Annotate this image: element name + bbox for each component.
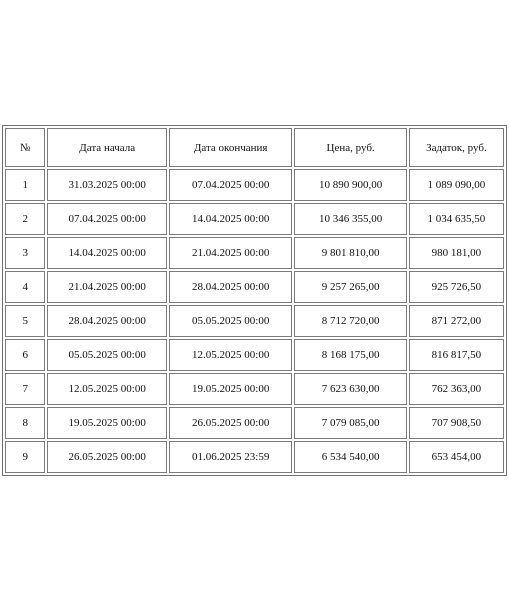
table-row [5,441,504,473]
cell-price: 8 712 720,00 [294,305,406,337]
price-schedule-container [2,125,507,476]
table-row [5,237,504,269]
cell-number: 9 [5,441,45,473]
cell-start-date: 07.04.2025 00:00 [47,203,166,235]
cell-price: 10 346 355,00 [294,203,406,235]
table-row [5,339,504,371]
cell-deposit: 1 034 635,50 [409,203,504,235]
cell-deposit: 653 454,00 [409,441,504,473]
table-row [5,169,504,201]
cell-end-date: 07.04.2025 00:00 [169,169,293,201]
cell-start-date: 26.05.2025 00:00 [47,441,166,473]
cell-number: 4 [5,271,45,303]
cell-start-date: 31.03.2025 00:00 [47,169,166,201]
cell-price: 6 534 540,00 [294,441,406,473]
cell-number: 5 [5,305,45,337]
cell-number: 6 [5,339,45,371]
cell-deposit: 816 817,50 [409,339,504,371]
cell-deposit: 707 908,50 [409,407,504,439]
cell-number: 3 [5,237,45,269]
cell-deposit: 762 363,00 [409,373,504,405]
cell-deposit: 925 726,50 [409,271,504,303]
cell-end-date: 26.05.2025 00:00 [169,407,293,439]
table-row [5,203,504,235]
cell-end-date: 01.06.2025 23:59 [169,441,293,473]
cell-end-date: 05.05.2025 00:00 [169,305,293,337]
cell-end-date: 19.05.2025 00:00 [169,373,293,405]
cell-number: 1 [5,169,45,201]
cell-deposit: 871 272,00 [409,305,504,337]
price-schedule-table [2,125,507,476]
table-body [5,169,504,473]
cell-price: 9 801 810,00 [294,237,406,269]
cell-start-date: 05.05.2025 00:00 [47,339,166,371]
header-end-date: Дата окончания [169,128,293,167]
cell-deposit: 980 181,00 [409,237,504,269]
table-row [5,271,504,303]
cell-price: 10 890 900,00 [294,169,406,201]
header-number: № [5,128,45,167]
cell-number: 2 [5,203,45,235]
header-row [5,128,504,167]
cell-end-date: 12.05.2025 00:00 [169,339,293,371]
cell-price: 8 168 175,00 [294,339,406,371]
cell-start-date: 28.04.2025 00:00 [47,305,166,337]
cell-start-date: 21.04.2025 00:00 [47,271,166,303]
cell-price: 7 623 630,00 [294,373,406,405]
cell-end-date: 21.04.2025 00:00 [169,237,293,269]
table-row [5,305,504,337]
header-start-date: Дата начала [47,128,166,167]
table-row [5,407,504,439]
cell-start-date: 14.04.2025 00:00 [47,237,166,269]
header-price: Цена, руб. [294,128,406,167]
cell-number: 7 [5,373,45,405]
table-header [5,128,504,167]
header-deposit: Задаток, руб. [409,128,504,167]
cell-deposit: 1 089 090,00 [409,169,504,201]
cell-price: 9 257 265,00 [294,271,406,303]
cell-number: 8 [5,407,45,439]
cell-start-date: 12.05.2025 00:00 [47,373,166,405]
cell-price: 7 079 085,00 [294,407,406,439]
cell-end-date: 28.04.2025 00:00 [169,271,293,303]
cell-end-date: 14.04.2025 00:00 [169,203,293,235]
cell-start-date: 19.05.2025 00:00 [47,407,166,439]
table-row [5,373,504,405]
